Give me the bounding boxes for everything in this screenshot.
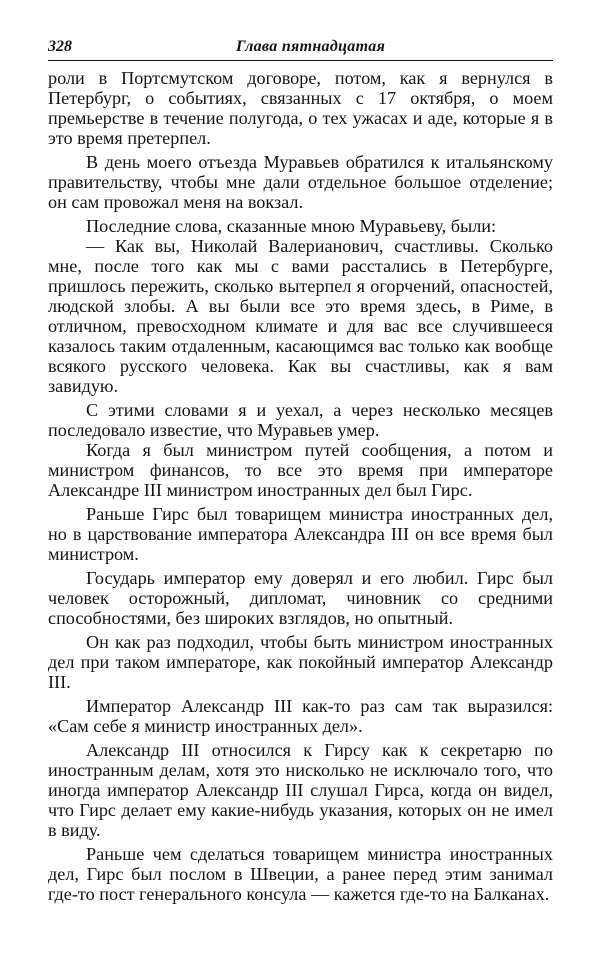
paragraph: Он как раз подходил, чтобы быть министром иностранных дел при таком императоре, как покойный император Александр III. <box>48 632 553 692</box>
paragraph: — Как вы, Николай Валерианович, счастливы. Сколько мне, после того как мы с вами расстались в Петербурге, пришлось пережить, сколько вытерпел я огорчений, опасностей, людской злобы. А вы были все это время здесь, в Риме, в отличном, превосходном климате и для вас все случившееся казалось таким отдаленным, касающимся вас только как вообще всякого русского человека. Как вы счастливы, как я вам завидую. <box>48 236 553 396</box>
paragraph: Последние слова, сказанные мною Муравьеву, были: <box>86 216 497 236</box>
body-text <box>48 68 553 904</box>
page-header <box>48 36 553 61</box>
paragraph: Государь император ему доверял и его любил. Гирс был человек осторожный, дипломат, чиновник со средними способностями, без широких взглядов, но опытный. <box>48 568 553 628</box>
paragraph: Раньше Гирс был товарищем министра иностранных дел, но в царствование императора Александра III он все время был министром. <box>48 504 553 564</box>
paragraph: Император Александр III как-то раз сам так выразился: «Сам себе я министр иностранных дел». <box>48 696 553 736</box>
book-page <box>48 36 553 904</box>
page-number: 328 <box>48 38 72 55</box>
paragraph: Александр III относился к Гирсу как к секретарю по иностранным делам, хотя это нисколько не исключало того, что иногда император Александр III слушал Гирса, когда он видел, что Гирс делает ему какие-нибудь указания, которых он не имел в виду. <box>48 740 553 840</box>
paragraph: С этими словами я и уехал, а через несколько месяцев последовало известие, что Муравьев умер. <box>48 400 553 440</box>
paragraph: В день моего отъезда Муравьев обратился к итальянскому правительству, чтобы мне дали отдельное большое отделение; он сам провожал меня на вокзал. <box>48 152 553 212</box>
running-title: Глава пятнадцатая <box>236 38 386 55</box>
paragraph: роли в Портсмутском договоре, потом, как я вернулся в Петербург, о событиях, связанных с 17 октября, о моем премьерстве в течение полугода, о тех ужасах и аде, которые я в это время претерпел. <box>48 68 553 148</box>
paragraph: Когда я был министром путей сообщения, а потом и министром финансов, то все это время при императоре Александре III министром иностранных дел был Гирс. <box>48 440 553 500</box>
paragraph: Раньше чем сделаться товарищем министра иностранных дел, Гирс был послом в Швеции, а ранее перед этим занимал где-то пост генерального консула — кажется где-то на Балканах. <box>48 844 553 904</box>
